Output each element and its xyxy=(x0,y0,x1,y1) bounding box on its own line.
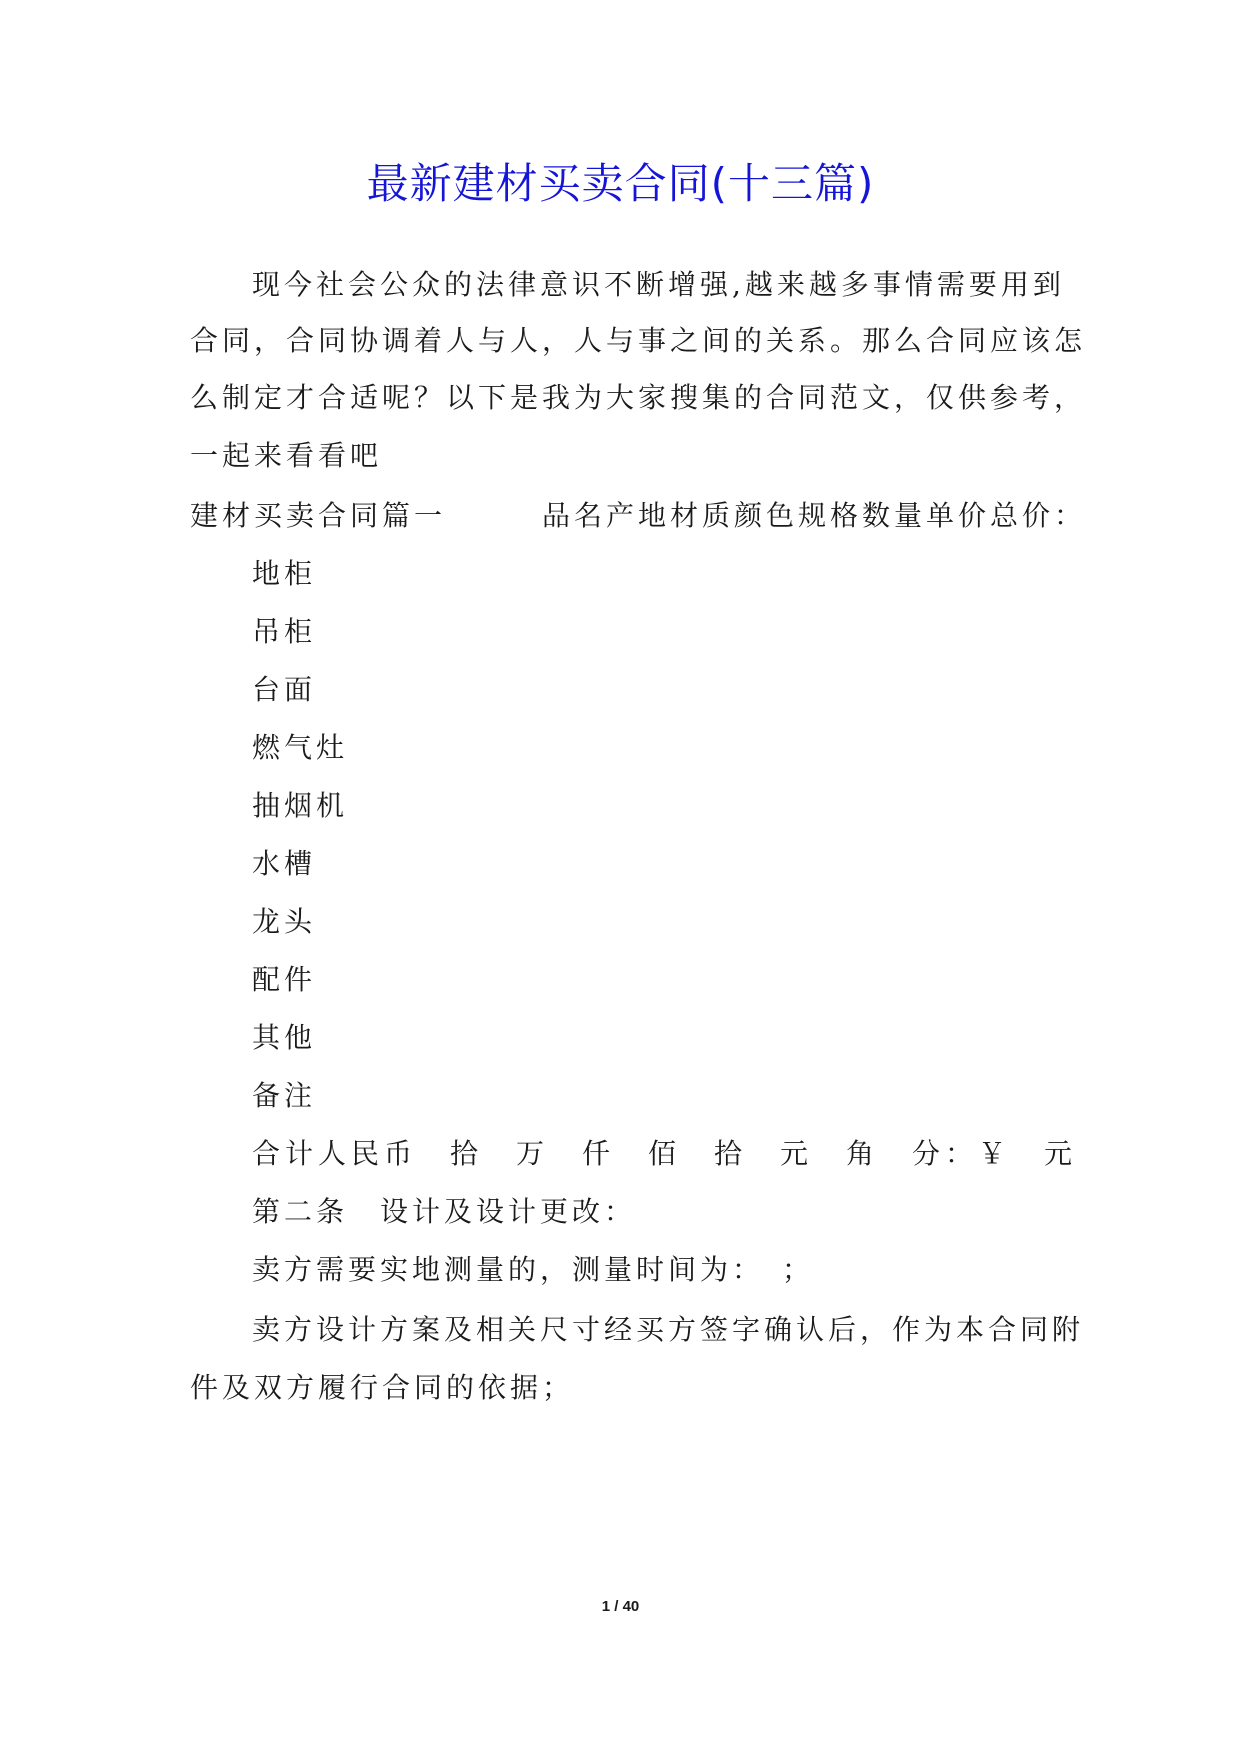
total-line: 合计人民币 拾 万 仟 佰 拾 元 角 分：￥ 元 xyxy=(252,1137,1078,1170)
measure-line: 卖方需要实地测量的，测量时间为： ； xyxy=(252,1253,815,1286)
item-line: 水槽 xyxy=(252,847,317,880)
item-line: 燃气灶 xyxy=(252,731,349,764)
intro-line: 一起来看看吧 xyxy=(190,439,383,472)
intro-line: 合同，合同协调着人与人，人与事之间的关系。那么合同应该怎 xyxy=(190,324,1087,357)
item-line: 抽烟机 xyxy=(252,789,349,822)
item-line: 配件 xyxy=(252,963,317,996)
document-title: 最新建材买卖合同(十三篇) xyxy=(366,159,875,208)
item-line: 台面 xyxy=(252,673,317,706)
section-heading: 建材买卖合同篇一 品名产地材质颜色规格数量单价总价： xyxy=(190,499,1087,532)
item-line: 地柜 xyxy=(252,557,317,590)
design-line: 件及双方履行合同的依据； xyxy=(190,1371,575,1404)
article-two-heading: 第二条 设计及设计更改： xyxy=(252,1195,637,1228)
intro-line: 么制定才合适呢？以下是我为大家搜集的合同范文，仅供参考， xyxy=(190,381,1087,414)
intro-line: 现今社会公众的法律意识不断增强,越来越多事情需要用到 xyxy=(252,268,1065,301)
item-line: 吊柜 xyxy=(252,615,317,648)
item-line: 龙头 xyxy=(252,905,317,938)
item-line: 备注 xyxy=(252,1079,317,1112)
design-line: 卖方设计方案及相关尺寸经买方签字确认后，作为本合同附 xyxy=(252,1313,1085,1346)
page-number: 1 / 40 xyxy=(601,1598,640,1615)
item-line: 其他 xyxy=(252,1021,317,1054)
